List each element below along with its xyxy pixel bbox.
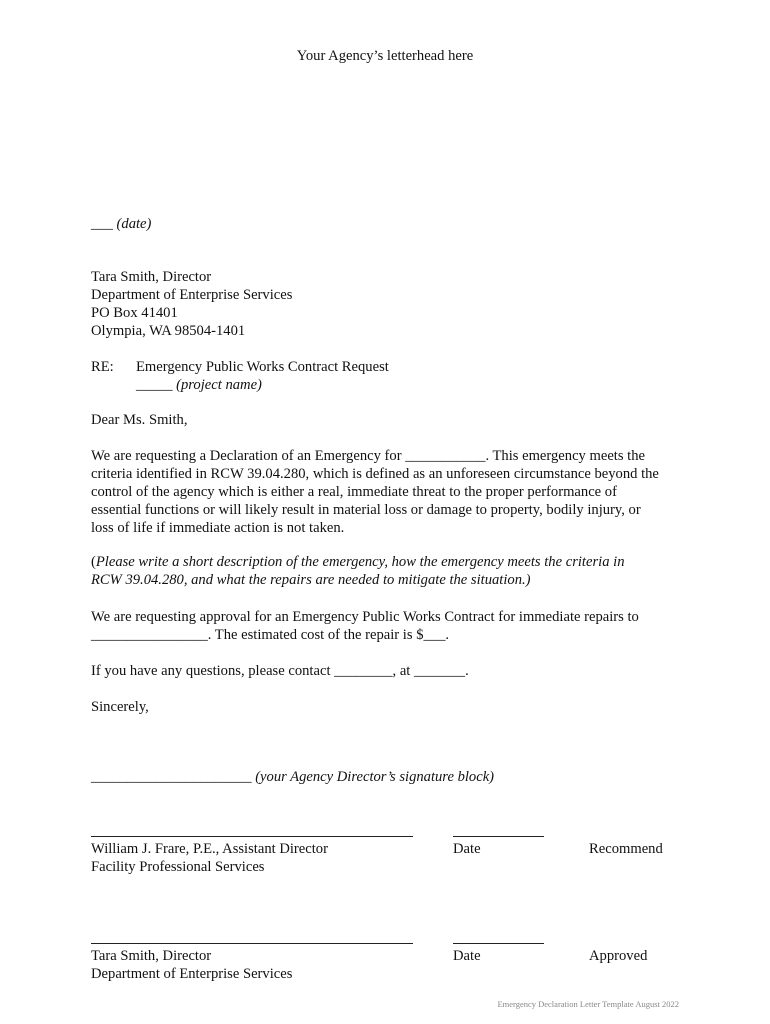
page-footer: Emergency Declaration Letter Template August 2022: [497, 999, 679, 1009]
approver-org: Department of Enterprise Services: [91, 966, 293, 982]
project-hint: (project name): [176, 377, 262, 393]
paragraph-line: ________________. The estimated cost of the repair is $___.: [91, 627, 450, 643]
recipient-city: Olympia, WA 98504-1401: [91, 323, 246, 339]
paragraph-line: loss of life if immediate action is not taken.: [91, 520, 345, 536]
paragraph-line: control of the agency which is either a real, immediate threat to the proper performance of: [91, 484, 617, 500]
date-label: Date: [453, 948, 481, 964]
approver-name: Tara Smith, Director: [91, 948, 212, 964]
paragraph-line: criteria identified in RCW 39.04.280, which is defined as an unforeseen circumstance beyond the: [91, 466, 659, 482]
approver-org: Facility Professional Services: [91, 859, 265, 875]
approval-request-paragraph: [91, 608, 639, 644]
salutation: Dear Ms. Smith,: [91, 412, 188, 428]
re-project: [136, 376, 389, 394]
approval-action: Approved: [589, 948, 648, 964]
recipient-department: Department of Enterprise Services: [91, 287, 293, 303]
signature-line: [91, 943, 413, 944]
letterhead-placeholder: Your Agency’s letterhead here: [296, 48, 474, 64]
date-blank: ___: [91, 216, 117, 232]
closing: Sincerely,: [91, 699, 149, 715]
recipient-address: [91, 268, 292, 340]
re-body: [136, 358, 389, 394]
paragraph-line: [91, 553, 625, 571]
re-label: RE:: [91, 359, 114, 375]
date-signature-line: [453, 943, 544, 944]
instruction-line: RCW 39.04.280, and what the repairs are needed to mitigate the situation.): [91, 572, 531, 588]
project-blank: _____: [136, 377, 177, 393]
date-signature-line: [453, 836, 544, 837]
request-paragraph: [91, 447, 659, 537]
signature-hint: (your Agency Director’s signature block): [255, 769, 495, 785]
paragraph-line: [91, 571, 625, 589]
recipient-po-box: PO Box 41401: [91, 305, 178, 321]
paragraph-line: We are requesting a Declaration of an Emergency for ___________. This emergency meets the: [91, 448, 646, 464]
re-subject: Emergency Public Works Contract Request: [136, 359, 389, 375]
date-line: [91, 215, 151, 233]
instruction-line: Please write a short description of the emergency, how the emergency meets the criteria in: [95, 554, 625, 570]
signature-line: [91, 836, 413, 837]
paragraph-line: We are requesting approval for an Emergency Public Works Contract for immediate repairs to: [91, 609, 639, 625]
approver-name: William J. Frare, P.E., Assistant Director: [91, 841, 328, 857]
approval-action: Recommend: [589, 841, 663, 857]
instruction-paragraph: [91, 553, 625, 589]
paragraph-line: essential functions or will likely result in material loss or damage to property, bodily injury, or: [91, 502, 641, 518]
signature-blank: ______________________: [91, 769, 256, 785]
recipient-name: Tara Smith, Director: [91, 269, 212, 285]
date-label: Date: [453, 841, 481, 857]
contact-paragraph: If you have any questions, please contact ________, at _______.: [91, 663, 469, 679]
open-paren: (: [91, 554, 96, 570]
date-hint: (date): [116, 216, 152, 232]
signature-block: [91, 768, 494, 786]
